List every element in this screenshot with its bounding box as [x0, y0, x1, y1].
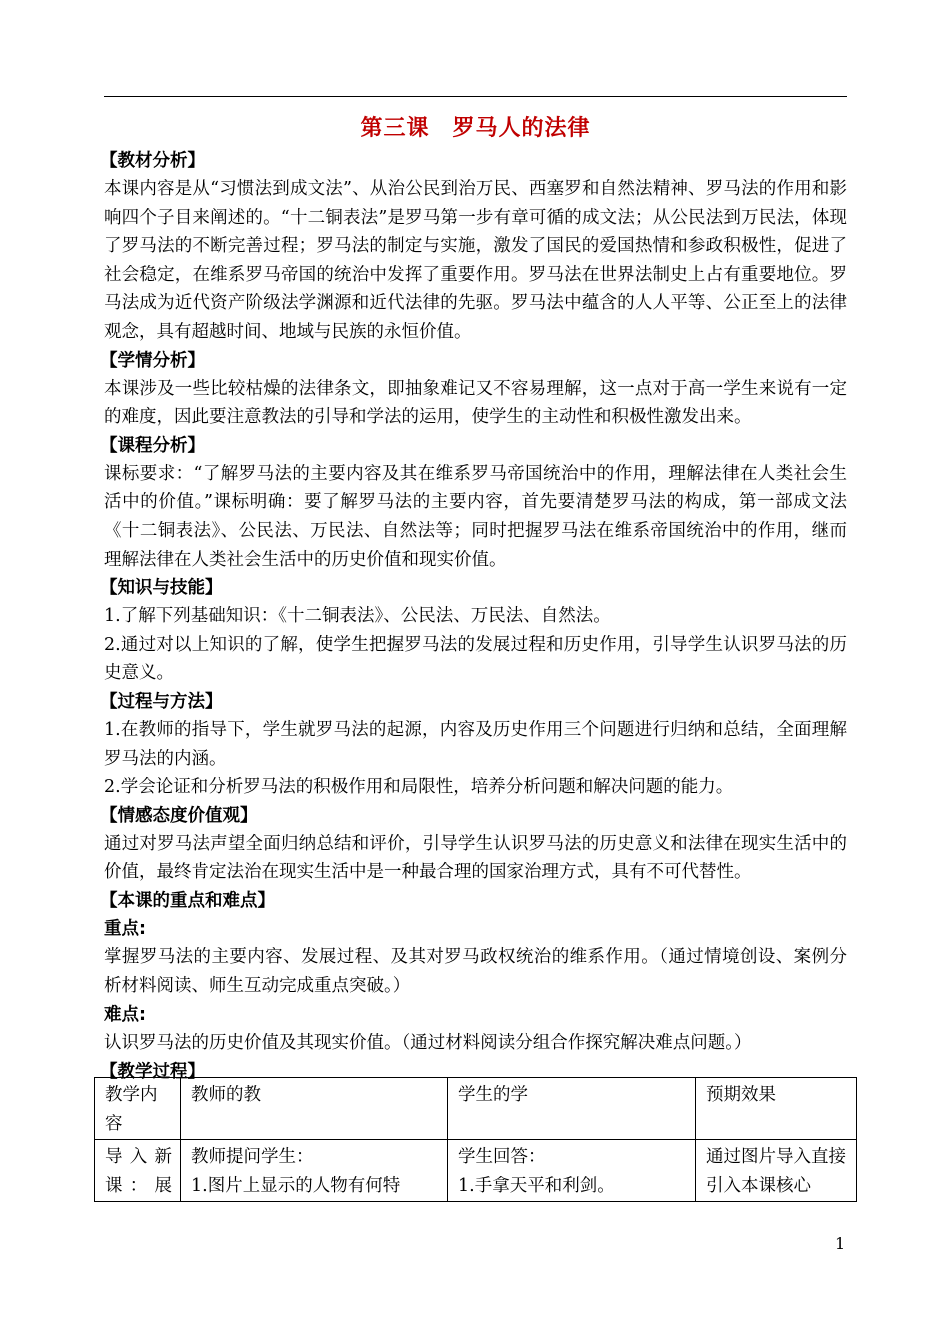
document-body: [100, 147, 847, 1086]
table-row: [95, 1140, 857, 1202]
section-text-textbook: 本课内容是从“习惯法到成文法”、从治公民到治万民、西塞罗和自然法精神、罗马法的作用和影响四个子目来阐述的。“十二铜表法”是罗马第一步有章可循的成文法；从公民法到万民法，体现了罗马法的不断完善过程；罗马法的制定与实施，激发了国民的爱国热情和参政积极性，促进了社会稳定，在维系罗马帝国的统治中发挥了重要作用。罗马法在世界法制史上占有重要地位。罗马法成为近代资产阶级法学渊源和近代法律的先驱。罗马法中蕴含的人人平等、公正至上的法律观念，具有超越时间、地域与民族的永恒价值。: [104, 179, 847, 342]
key-point-text: 掌握罗马法的主要内容、发展过程、及其对罗马政权统治的维系作用。（通过情境创设、案例分析材料阅读、师生互动完成重点突破。）: [104, 947, 847, 997]
section-heading-textbook: 【教材分析】: [100, 151, 205, 171]
section-heading-students: 【学情分析】: [100, 350, 205, 371]
table-cell: 通过图片导入直接引入本课核心: [696, 1140, 857, 1202]
page-number: 1: [835, 1234, 846, 1253]
teaching-process-table: [94, 1077, 857, 1202]
table-header-cell: 学生的学: [448, 1078, 696, 1140]
section-heading-keypoints: 【本课的重点和难点】: [100, 890, 275, 911]
process-item-2: 2.学会论证和分析罗马法的积极作用和局限性，培养分析问题和解决问题的能力。: [104, 777, 734, 798]
table-cell: 导入新课：展: [95, 1140, 181, 1202]
difficult-point-label: 难点:: [104, 1004, 146, 1025]
section-text-students: 本课涉及一些比较枯燥的法律条文，即抽象难记又不容易理解，这一点对于高一学生来说有一定的难度，因此要注意教法的引导和学法的运用，使学生的主动性和积极性激发出来。: [104, 378, 847, 428]
section-heading-process: 【过程与方法】: [100, 691, 223, 712]
table-header-cell: 预期效果: [696, 1078, 857, 1140]
section-heading-values: 【情感态度价值观】: [100, 805, 258, 826]
section-heading-curriculum: 【课程分析】: [100, 435, 205, 456]
knowledge-item-1: 1.了解下列基础知识：《十二铜表法》、公民法、万民法、自然法。: [104, 606, 611, 627]
header-rule: [104, 96, 847, 97]
table-header-cell: 教师的教: [181, 1078, 448, 1140]
table-cell: 教师提问学生： 1.图片上显示的人物有何特: [181, 1140, 448, 1202]
section-text-values: 通过对罗马法声望全面归纳总结和评价，引导学生认识罗马法的历史意义和法律在现实生活中的价值，最终肯定法治在现实生活中是一种最合理的国家治理方式，具有不可代替性。: [104, 833, 847, 883]
table-header-row: [95, 1078, 857, 1140]
section-heading-teaching-process: 【教学过程】: [100, 1061, 205, 1082]
difficult-point-text: 认识罗马法的历史价值及其现实价值。（通过材料阅读分组合作探究解决难点问题。）: [104, 1033, 752, 1054]
section-text-curriculum: 课标要求：“了解罗马法的主要内容及其在维系罗马帝国统治中的作用，理解法律在人类社会生活中的价值。”课标明确：要了解罗马法的主要内容，首先要清楚罗马法的构成，第一部成文法《十二铜表法》、公民法、万民法、自然法等；同时把握罗马法在维系帝国统治中的作用，继而理解法律在人类社会生活中的历史价值和现实价值。: [104, 463, 847, 570]
page-title: 第三课 罗马人的法律: [360, 116, 591, 141]
table-cell: 学生回答： 1.手拿天平和利剑。: [448, 1140, 696, 1202]
process-item-1: 1.在教师的指导下，学生就罗马法的起源，内容及历史作用三个问题进行归纳和总结，全面理解罗马法的内涵。: [104, 719, 847, 769]
key-point-label: 重点:: [104, 918, 146, 939]
section-heading-knowledge: 【知识与技能】: [100, 578, 223, 599]
knowledge-item-2: 2.通过对以上知识的了解，使学生把握罗马法的发展过程和历史作用，引导学生认识罗马法的历史意义。: [104, 634, 847, 684]
table-header-cell: 教学内容: [95, 1078, 181, 1140]
